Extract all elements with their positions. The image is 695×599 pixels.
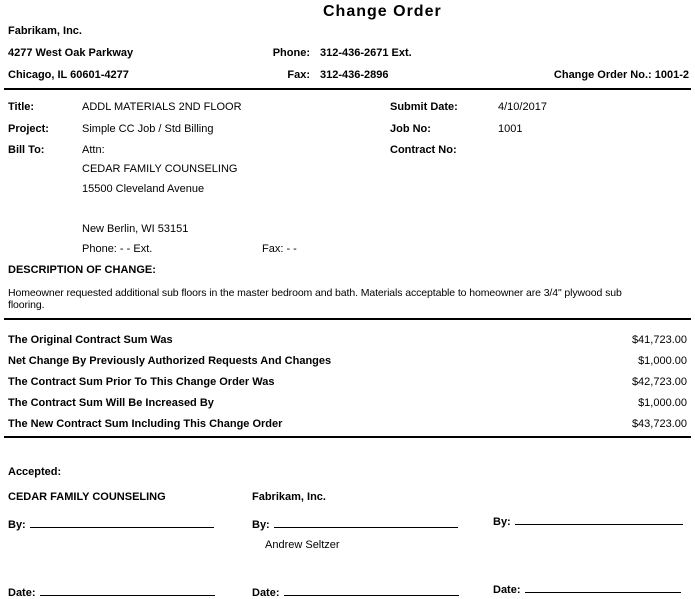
field-job-no-value: 1001 [498,123,523,135]
company-fax-label: Fax: [287,69,310,81]
by-label: By: [252,519,270,531]
field-project-label: Project: [8,123,49,135]
field-contract-no-label: Contract No: [390,144,457,156]
field-project-value: Simple CC Job / Std Billing [82,123,214,135]
by-label: By: [493,516,511,528]
sums-divider [4,436,691,438]
description-heading: DESCRIPTION OF CHANGE: [8,264,156,276]
date-label: Date: [8,587,36,599]
sum-row-label: The New Contract Sum Including This Change Order [8,418,283,430]
field-title-value: ADDL MATERIALS 2ND FLOOR [82,101,242,113]
company-street: 4277 West Oak Parkway [8,47,134,59]
signature-line [274,516,458,528]
sum-row-label: Net Change By Previously Authorized Requests And Changes [8,355,332,367]
company-name: Fabrikam, Inc. [8,25,82,37]
header-divider [4,88,691,90]
company-phone-label: Phone: [272,47,310,59]
by-label: By: [8,519,26,531]
date-label: Date: [252,587,280,599]
description-text: Homeowner requested additional sub floors in the master bedroom and bath. Materials acceptable to homeowner are 3/4" plywood sub flooring. [8,287,622,311]
field-title-label: Title: [8,101,35,113]
company-phone-value: 312-436-2671 Ext. [320,47,412,59]
sum-row-amount: $41,723.00 [631,334,687,346]
sum-row-amount: $1,000.00 [638,355,687,367]
bill-to-name: CEDAR FAMILY COUNSELING [82,163,238,175]
date-line [40,584,215,596]
by-signature-third [493,513,683,528]
field-bill-to-label: Bill To: [8,144,45,156]
description-divider [4,318,691,320]
accepted-contractor-company: Fabrikam, Inc. [252,491,326,503]
accepted-heading: Accepted: [8,466,62,478]
date-line [284,584,459,596]
contractor-signer-name: Andrew Seltzer [265,539,340,551]
date-signature-contractor [252,584,459,599]
signature-line [30,516,214,528]
field-job-no-label: Job No: [390,123,431,135]
sum-row-label: The Original Contract Sum Was [8,334,173,346]
bill-to-street: 15500 Cleveland Avenue [82,183,205,195]
bill-to-phone: Phone: - - Ext. [82,243,153,255]
change-order-number: Change Order No.: 1001-2 [553,69,689,81]
by-signature-contractor [252,516,458,531]
bill-to-attn: Attn: [82,144,105,156]
bill-to-fax: Fax: - - [262,243,297,255]
date-signature-third [493,581,681,596]
sum-row-amount: $43,723.00 [631,418,687,430]
by-signature-customer [8,516,214,531]
bill-to-city-state-zip: New Berlin, WI 53151 [82,223,189,235]
field-submit-date-value: 4/10/2017 [498,101,547,113]
sum-row-label: The Contract Sum Prior To This Change Order Was [8,376,275,388]
company-city-state-zip: Chicago, IL 60601-4277 [8,69,129,81]
date-line [525,581,681,593]
date-signature-customer [8,584,215,599]
sum-row-label: The Contract Sum Will Be Increased By [8,397,214,409]
date-label: Date: [493,584,521,596]
sum-row-amount: $42,723.00 [631,376,687,388]
accepted-customer-company: CEDAR FAMILY COUNSELING [8,491,166,503]
sum-row-amount: $1,000.00 [638,397,687,409]
document-title: Change Order [323,3,442,20]
company-fax-value: 312-436-2896 [320,69,389,81]
field-submit-date-label: Submit Date: [390,101,458,113]
signature-line [515,513,683,525]
